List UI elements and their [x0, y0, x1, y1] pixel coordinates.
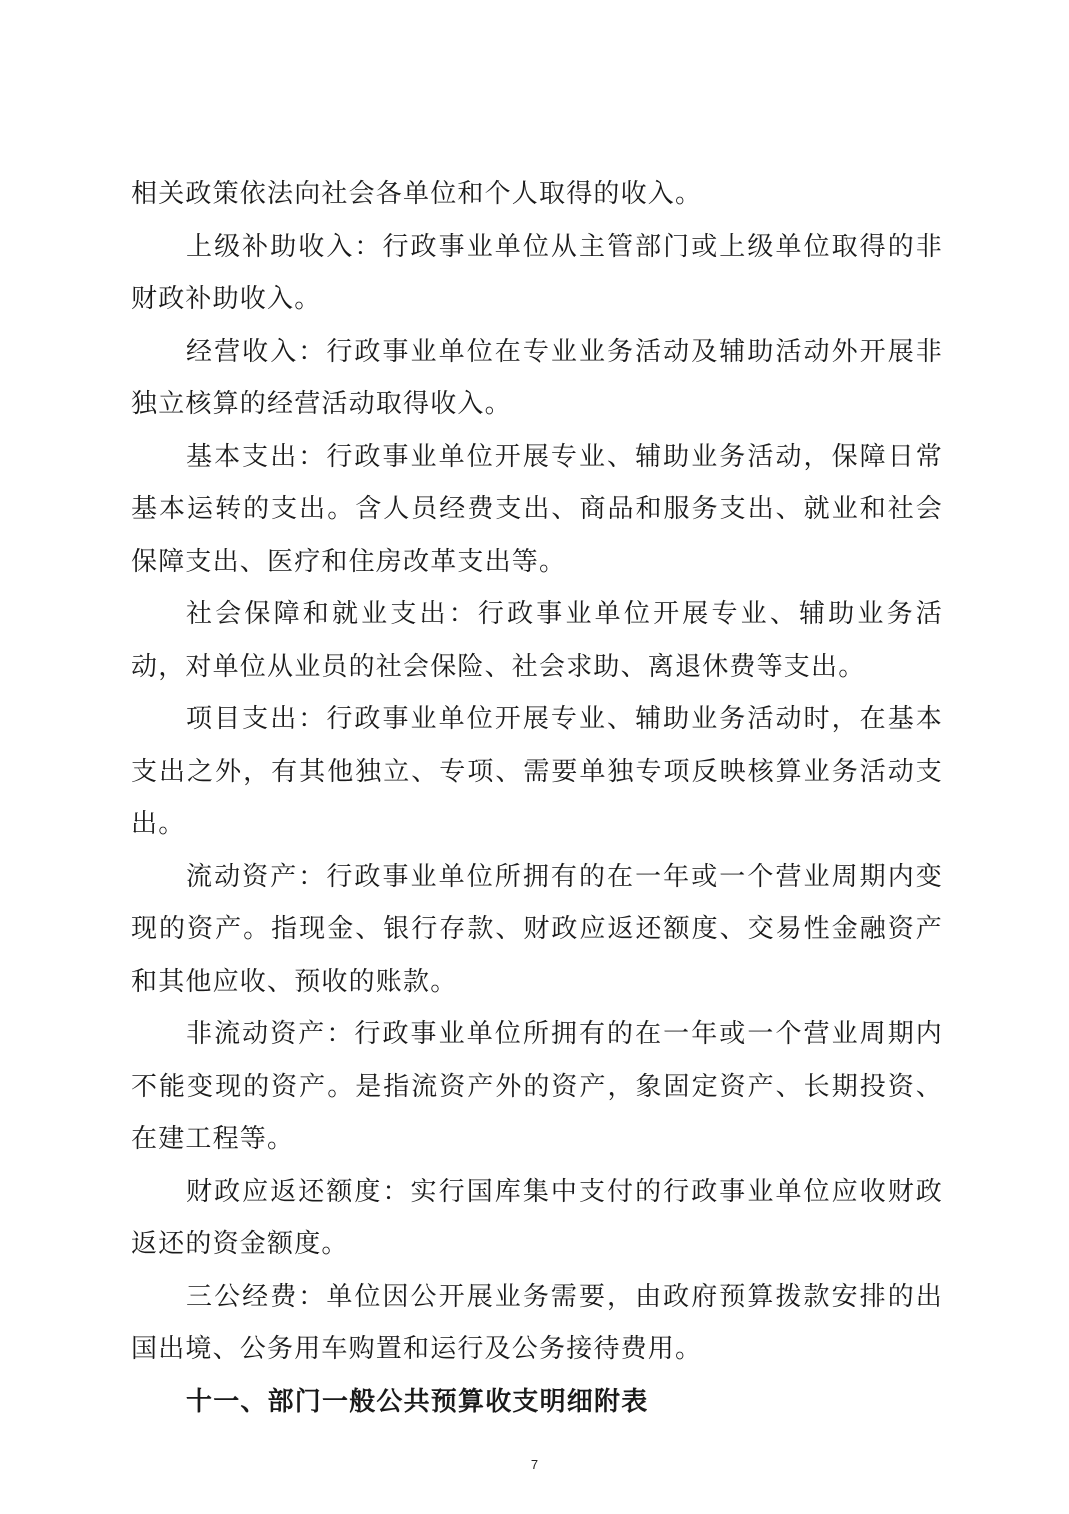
paragraph-social-security-expenditure: 社会保障和就业支出：行政事业单位开展专业、辅助业务活动，对单位从业员的社会保险、社会求助、离退休费等支出。	[131, 599, 943, 682]
paragraph-three-public-expenses: 三公经费：单位因公开展业务需要，由政府预算拨款安排的出国出境、公务用车购置和运行及公务接待费用。	[131, 1281, 943, 1364]
section-heading: 十一、部门一般公共预算收支明细附表	[186, 1386, 649, 1417]
paragraph-continuation: 相关政策依法向社会各单位和个人取得的收入。	[131, 179, 703, 209]
page-number: 7	[530, 1457, 539, 1472]
paragraph-basic-expenditure: 基本支出：行政事业单位开展专业、辅助业务活动，保障日常基本运转的支出。含人员经费支出、商品和服务支出、就业和社会保障支出、医疗和住房改革支出等。	[131, 441, 943, 577]
paragraph-fiscal-refund-quota: 财政应返还额度：实行国库集中支付的行政事业单位应收财政返还的资金额度。	[131, 1176, 943, 1259]
paragraph-non-current-assets: 非流动资产：行政事业单位所拥有的在一年或一个营业周期内不能变现的资产。是指流资产外的资产，象固定资产、长期投资、在建工程等。	[131, 1019, 943, 1154]
document-body	[131, 168, 943, 1428]
paragraph-operating-income: 经营收入：行政事业单位在专业业务活动及辅助活动外开展非独立核算的经营活动取得收入。	[131, 336, 943, 419]
paragraph-current-assets: 流动资产：行政事业单位所拥有的在一年或一个营业周期内变现的资产。指现金、银行存款、财政应返还额度、交易性金融资产和其他应收、预收的账款。	[131, 861, 943, 997]
paragraph-project-expenditure: 项目支出：行政事业单位开展专业、辅助业务活动时，在基本支出之外，有其他独立、专项、需要单独专项反映核算业务活动支出。	[131, 704, 943, 839]
paragraph-superior-subsidy-income: 上级补助收入：行政事业单位从主管部门或上级单位取得的非财政补助收入。	[131, 231, 943, 314]
